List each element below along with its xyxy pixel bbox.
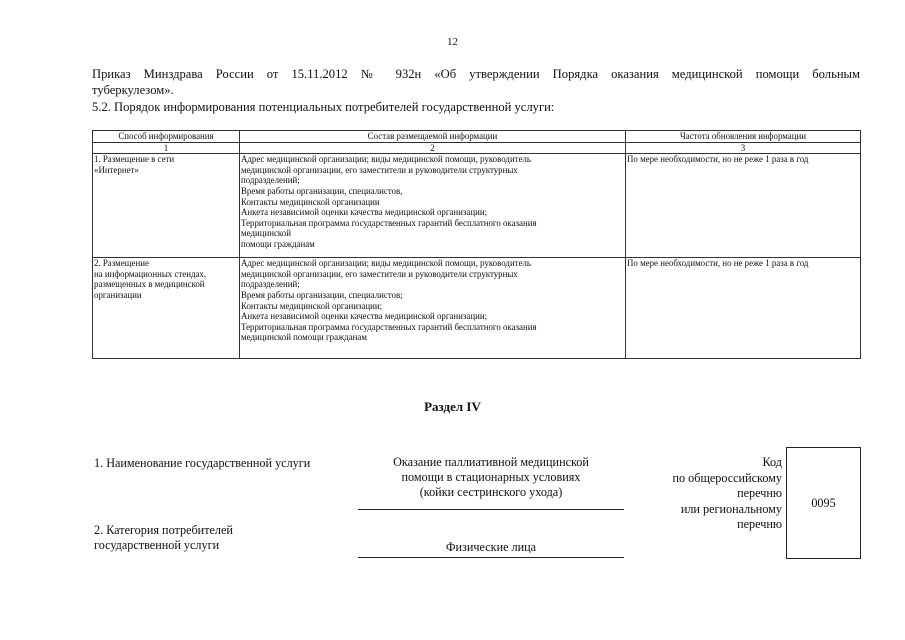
content-cell: [240, 154, 626, 258]
table-row: [93, 258, 861, 359]
content-line: Адрес медицинской организации; виды медицинской помощи, руководитель: [241, 258, 531, 269]
content-line: Анкета независимой оценки качества медицинской организации;: [241, 311, 488, 322]
content-line: Время работы организации, специалистов;: [241, 289, 403, 300]
service-name-line: Оказание паллиативной медицинской: [393, 455, 589, 469]
method-line: «Интернет»: [94, 164, 139, 175]
consumer-category-underline: [358, 557, 624, 558]
consumer-category-value: Физические лица: [445, 540, 537, 554]
method-cell: [93, 154, 240, 258]
service-name-underline: [358, 509, 624, 510]
table-column-number-row: [93, 142, 861, 154]
service-name-value: [358, 455, 624, 500]
service-name-label: 1. Наименование государственной услуги: [94, 456, 311, 470]
informing-procedure-heading: 5.2. Порядок информирования потенциальных потребителей государственной услуги:: [92, 100, 555, 114]
column-number: 3: [626, 142, 861, 154]
frequency-cell: По мере необходимости, но не реже 1 раза в год: [626, 154, 861, 258]
code-label-line: или региональному: [680, 501, 782, 516]
section-title: Раздел IV: [424, 399, 481, 414]
service-name-line: помощи в стационарных условиях: [401, 470, 581, 484]
content-line: помощи гражданам: [241, 238, 315, 249]
content-line: Время работы организации, специалистов,: [241, 185, 403, 196]
order-reference-line-2: туберкулезом».: [92, 83, 174, 97]
column-number: 2: [240, 142, 626, 154]
consumer-category-label: [94, 523, 233, 552]
content-line: Анкета независимой оценки качества медицинской организации;: [241, 207, 488, 218]
consumer-category-line: 2. Категория потребителей: [94, 523, 233, 537]
content-line: Контакты медицинской организации: [241, 196, 380, 207]
code-label-line: перечню: [737, 486, 782, 501]
code-label-line: по общероссийскому: [672, 470, 782, 485]
method-line: 1. Размещение в сети: [94, 154, 175, 165]
page-number: 12: [447, 36, 458, 48]
code-label-line: перечню: [737, 517, 782, 532]
code-value: 0095: [811, 496, 836, 510]
code-label-line: Код: [762, 455, 782, 469]
table-row: [93, 154, 861, 258]
content-line: медицинской помощи гражданам: [241, 332, 367, 343]
content-line: подразделений;: [241, 175, 300, 186]
informing-table: [92, 130, 861, 359]
order-reference-line-1: Приказ Минздрава России от 15.11.2012 № 932н «Об утверждении Порядка оказания медицинской помощи больным: [92, 67, 860, 81]
method-line: размещенных в медицинской: [94, 279, 205, 290]
order-reference: [92, 66, 860, 98]
header-content: Состав размещаемой информации: [240, 131, 626, 143]
method-line: организации: [94, 289, 142, 300]
content-cell: [240, 258, 626, 359]
header-frequency: Частота обновления информации: [626, 131, 861, 143]
content-line: медицинской: [241, 228, 291, 239]
method-line: на информационных стендах,: [94, 268, 207, 279]
method-cell: [93, 258, 240, 359]
method-line: 2. Размещение: [94, 258, 149, 269]
content-line: Территориальная программа государственных гарантий бесплатного оказания: [241, 321, 537, 332]
header-method: Способ информирования: [93, 131, 240, 143]
content-line: медицинской организации, его заместители и руководители структурных: [241, 268, 518, 279]
content-line: подразделений;: [241, 279, 300, 290]
content-line: Адрес медицинской организации; виды медицинской помощи, руководитель: [241, 154, 531, 165]
consumer-category-line: государственной услуги: [94, 537, 220, 552]
content-line: медицинской организации, его заместители и руководители структурных: [241, 164, 518, 175]
table-header-row: [93, 131, 861, 143]
column-number: 1: [93, 142, 240, 154]
code-label: [640, 455, 782, 533]
frequency-cell: По мере необходимости, но не реже 1 раза в год: [626, 258, 861, 359]
content-line: Контакты медицинской организации;: [241, 300, 383, 311]
service-name-line: (койки сестринского ухода): [419, 485, 563, 499]
content-line: Территориальная программа государственных гарантий бесплатного оказания: [241, 217, 537, 228]
